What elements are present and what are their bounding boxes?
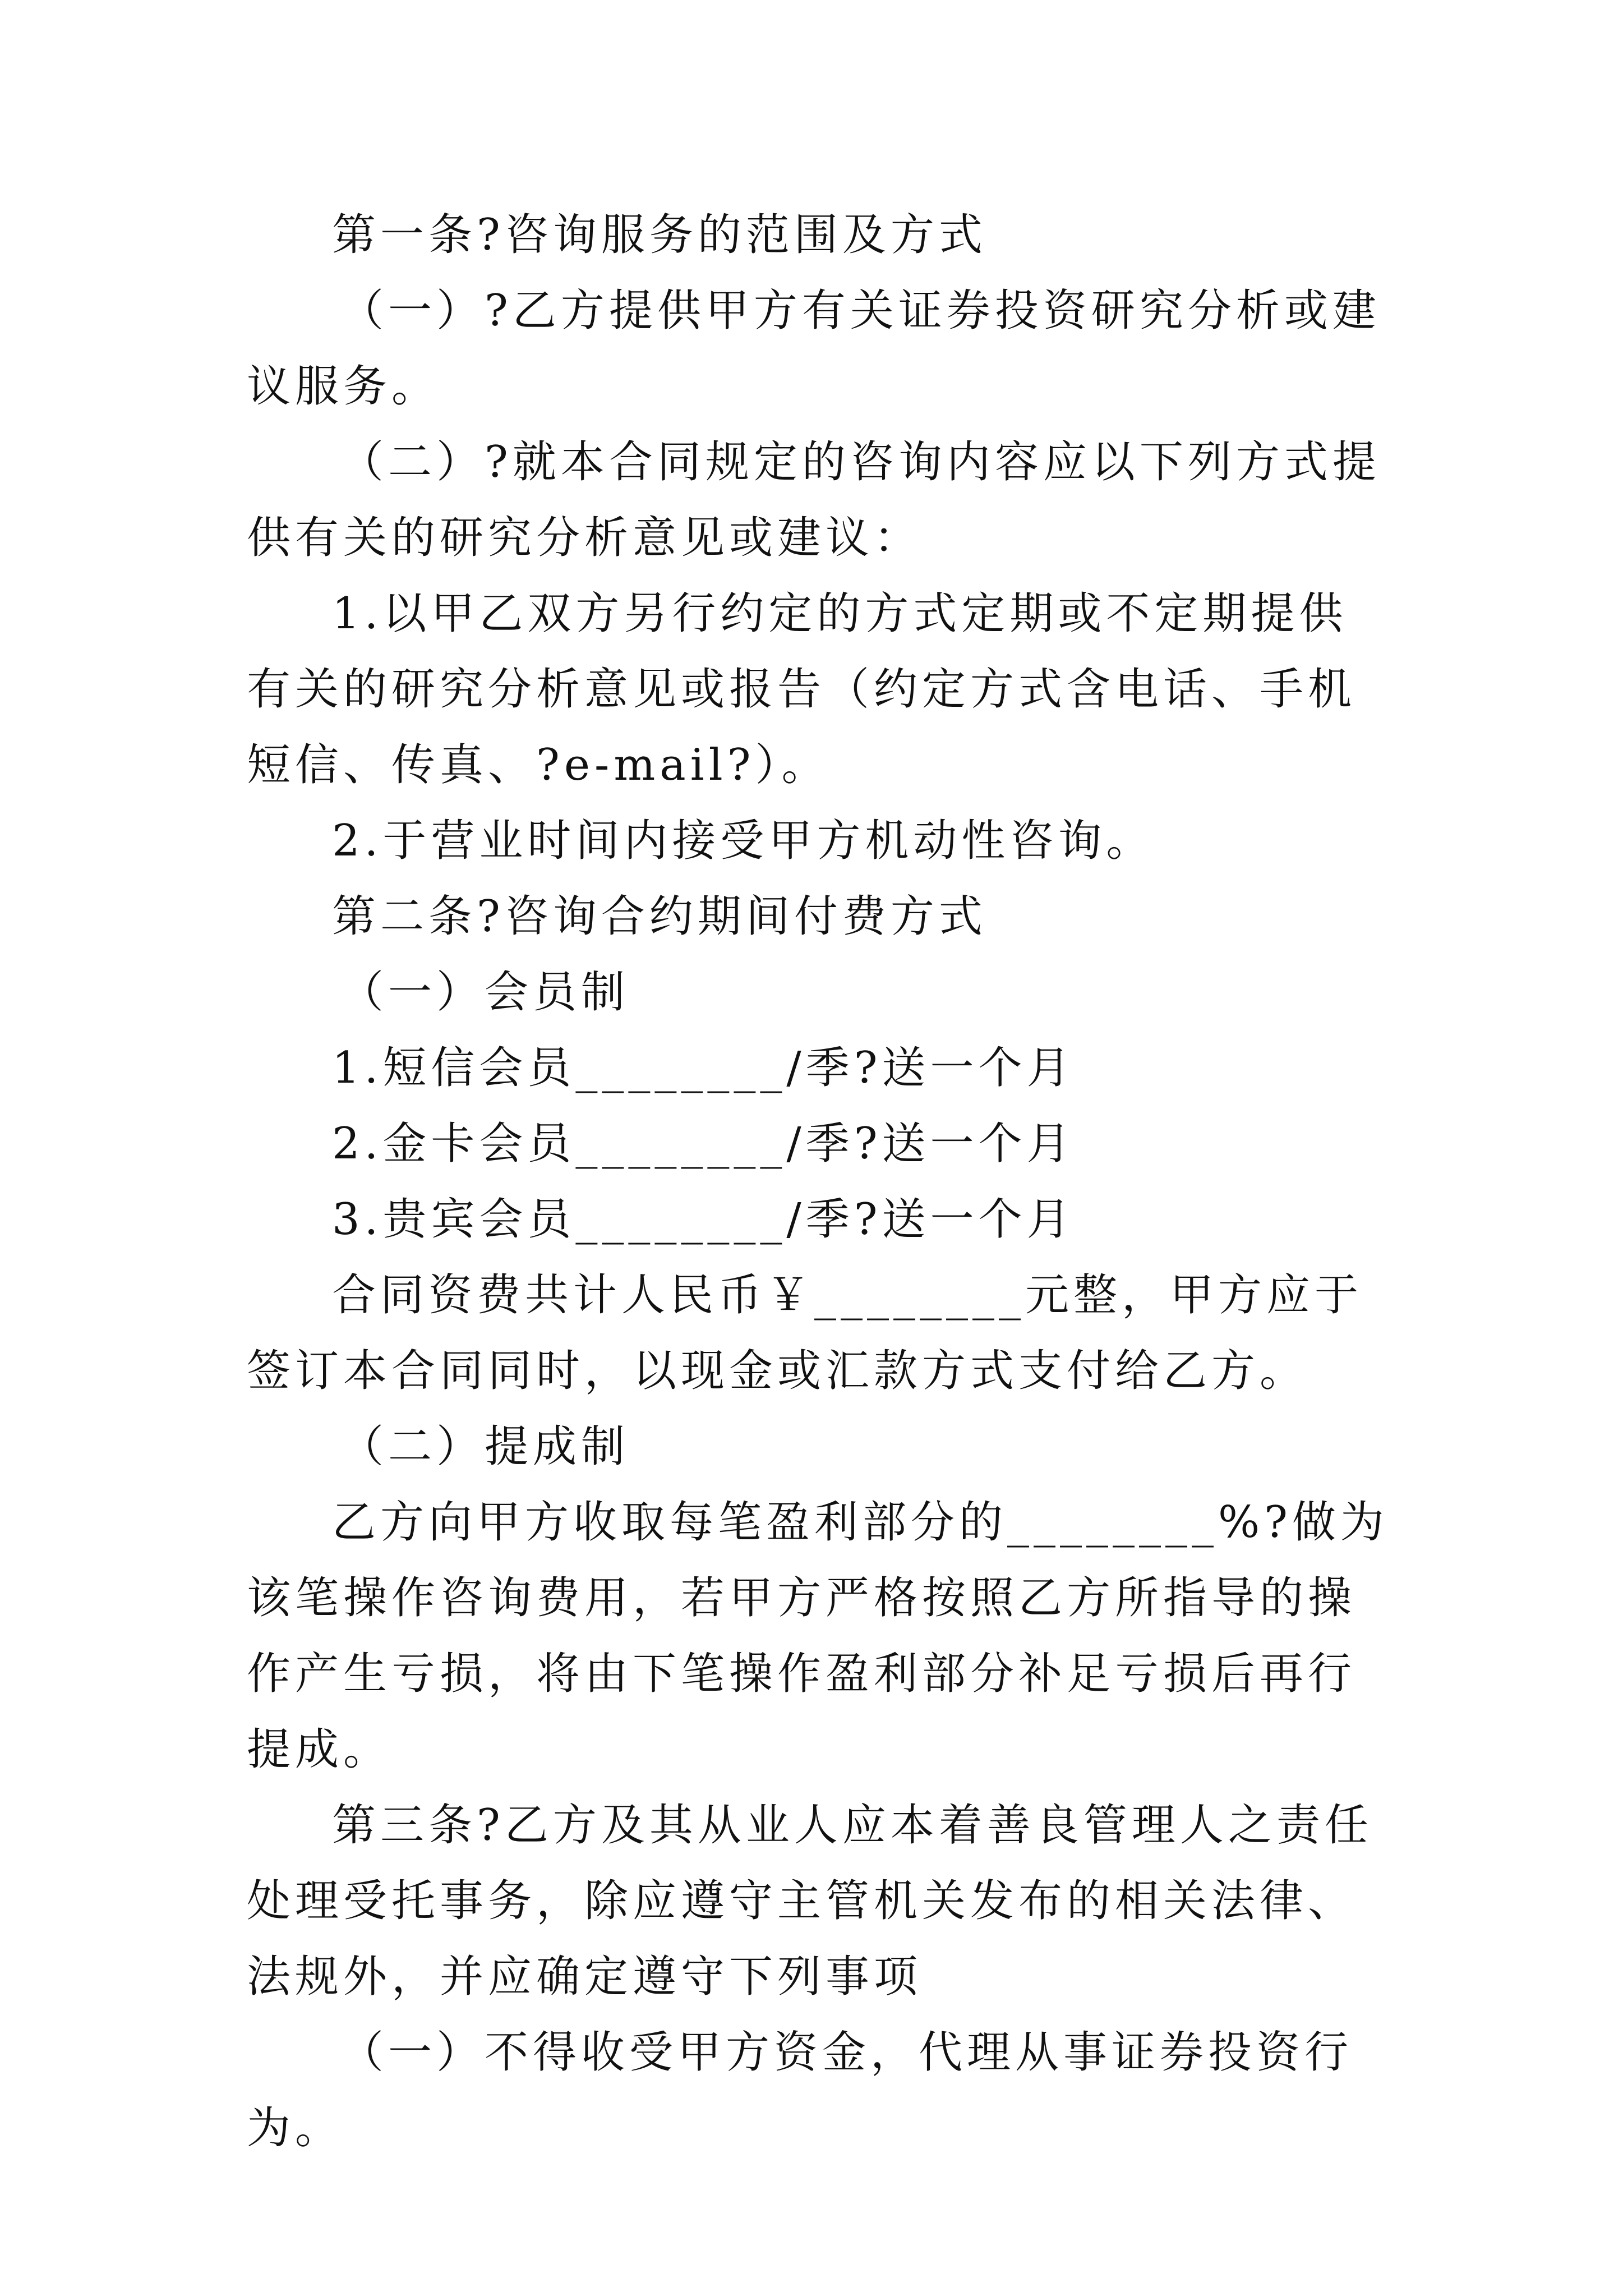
membership-vip: 3.贵宾会员________/季?送一个月	[332, 1194, 1075, 1245]
membership-gold: 2.金卡会员________/季?送一个月	[332, 1119, 1075, 1169]
membership-heading: （一）会员制	[340, 967, 630, 1018]
article-3-item-1: （一）不得收受甲方资金，代理从事证券投资行为。	[247, 2027, 1353, 2154]
article-1-subitem-2: 2.于营业时间内接受甲方机动性咨询。	[332, 816, 1155, 866]
article-1-item-1: （一）?乙方提供甲方有关证券投资研究分析或建议服务。	[247, 286, 1381, 412]
article-3-paragraph: 第三条?乙方及其从业人应本着善良管理人之责任处理受托事务，除应遵守主管机关发布的相关法律、法规外，并应确定遵守下列事项	[247, 1800, 1373, 2002]
document-body	[247, 197, 1391, 2166]
article-1-subitem-1: 1.以甲乙双方另行约定的方式定期或不定期提供有关的研究分析意见或报告（约定方式含电话、手机短信、传真、?e-mail?）。	[247, 588, 1357, 790]
commission-heading: （二）提成制	[340, 1421, 630, 1472]
membership-sms: 1.短信会员________/季?送一个月	[332, 1043, 1075, 1093]
commission-paragraph: 乙方向甲方收取每笔盈利部分的________%?做为该笔操作咨询费用，若甲方严格按照乙方所指导的操作产生亏损，将由下笔操作盈利部分补足亏损后再行提成。	[247, 1497, 1389, 1775]
article-1-heading: 第一条?咨询服务的范围及方式	[332, 210, 987, 260]
fee-total-paragraph: 合同资费共计人民币￥________元整，甲方应于签订本合同同时，以现金或汇款方式支付给乙方。	[247, 1270, 1363, 1396]
article-1-item-2: （二）?就本合同规定的咨询内容应以下列方式提供有关的研究分析意见或建议：	[247, 437, 1381, 563]
article-2-heading: 第二条?咨询合约期间付费方式	[332, 891, 987, 942]
